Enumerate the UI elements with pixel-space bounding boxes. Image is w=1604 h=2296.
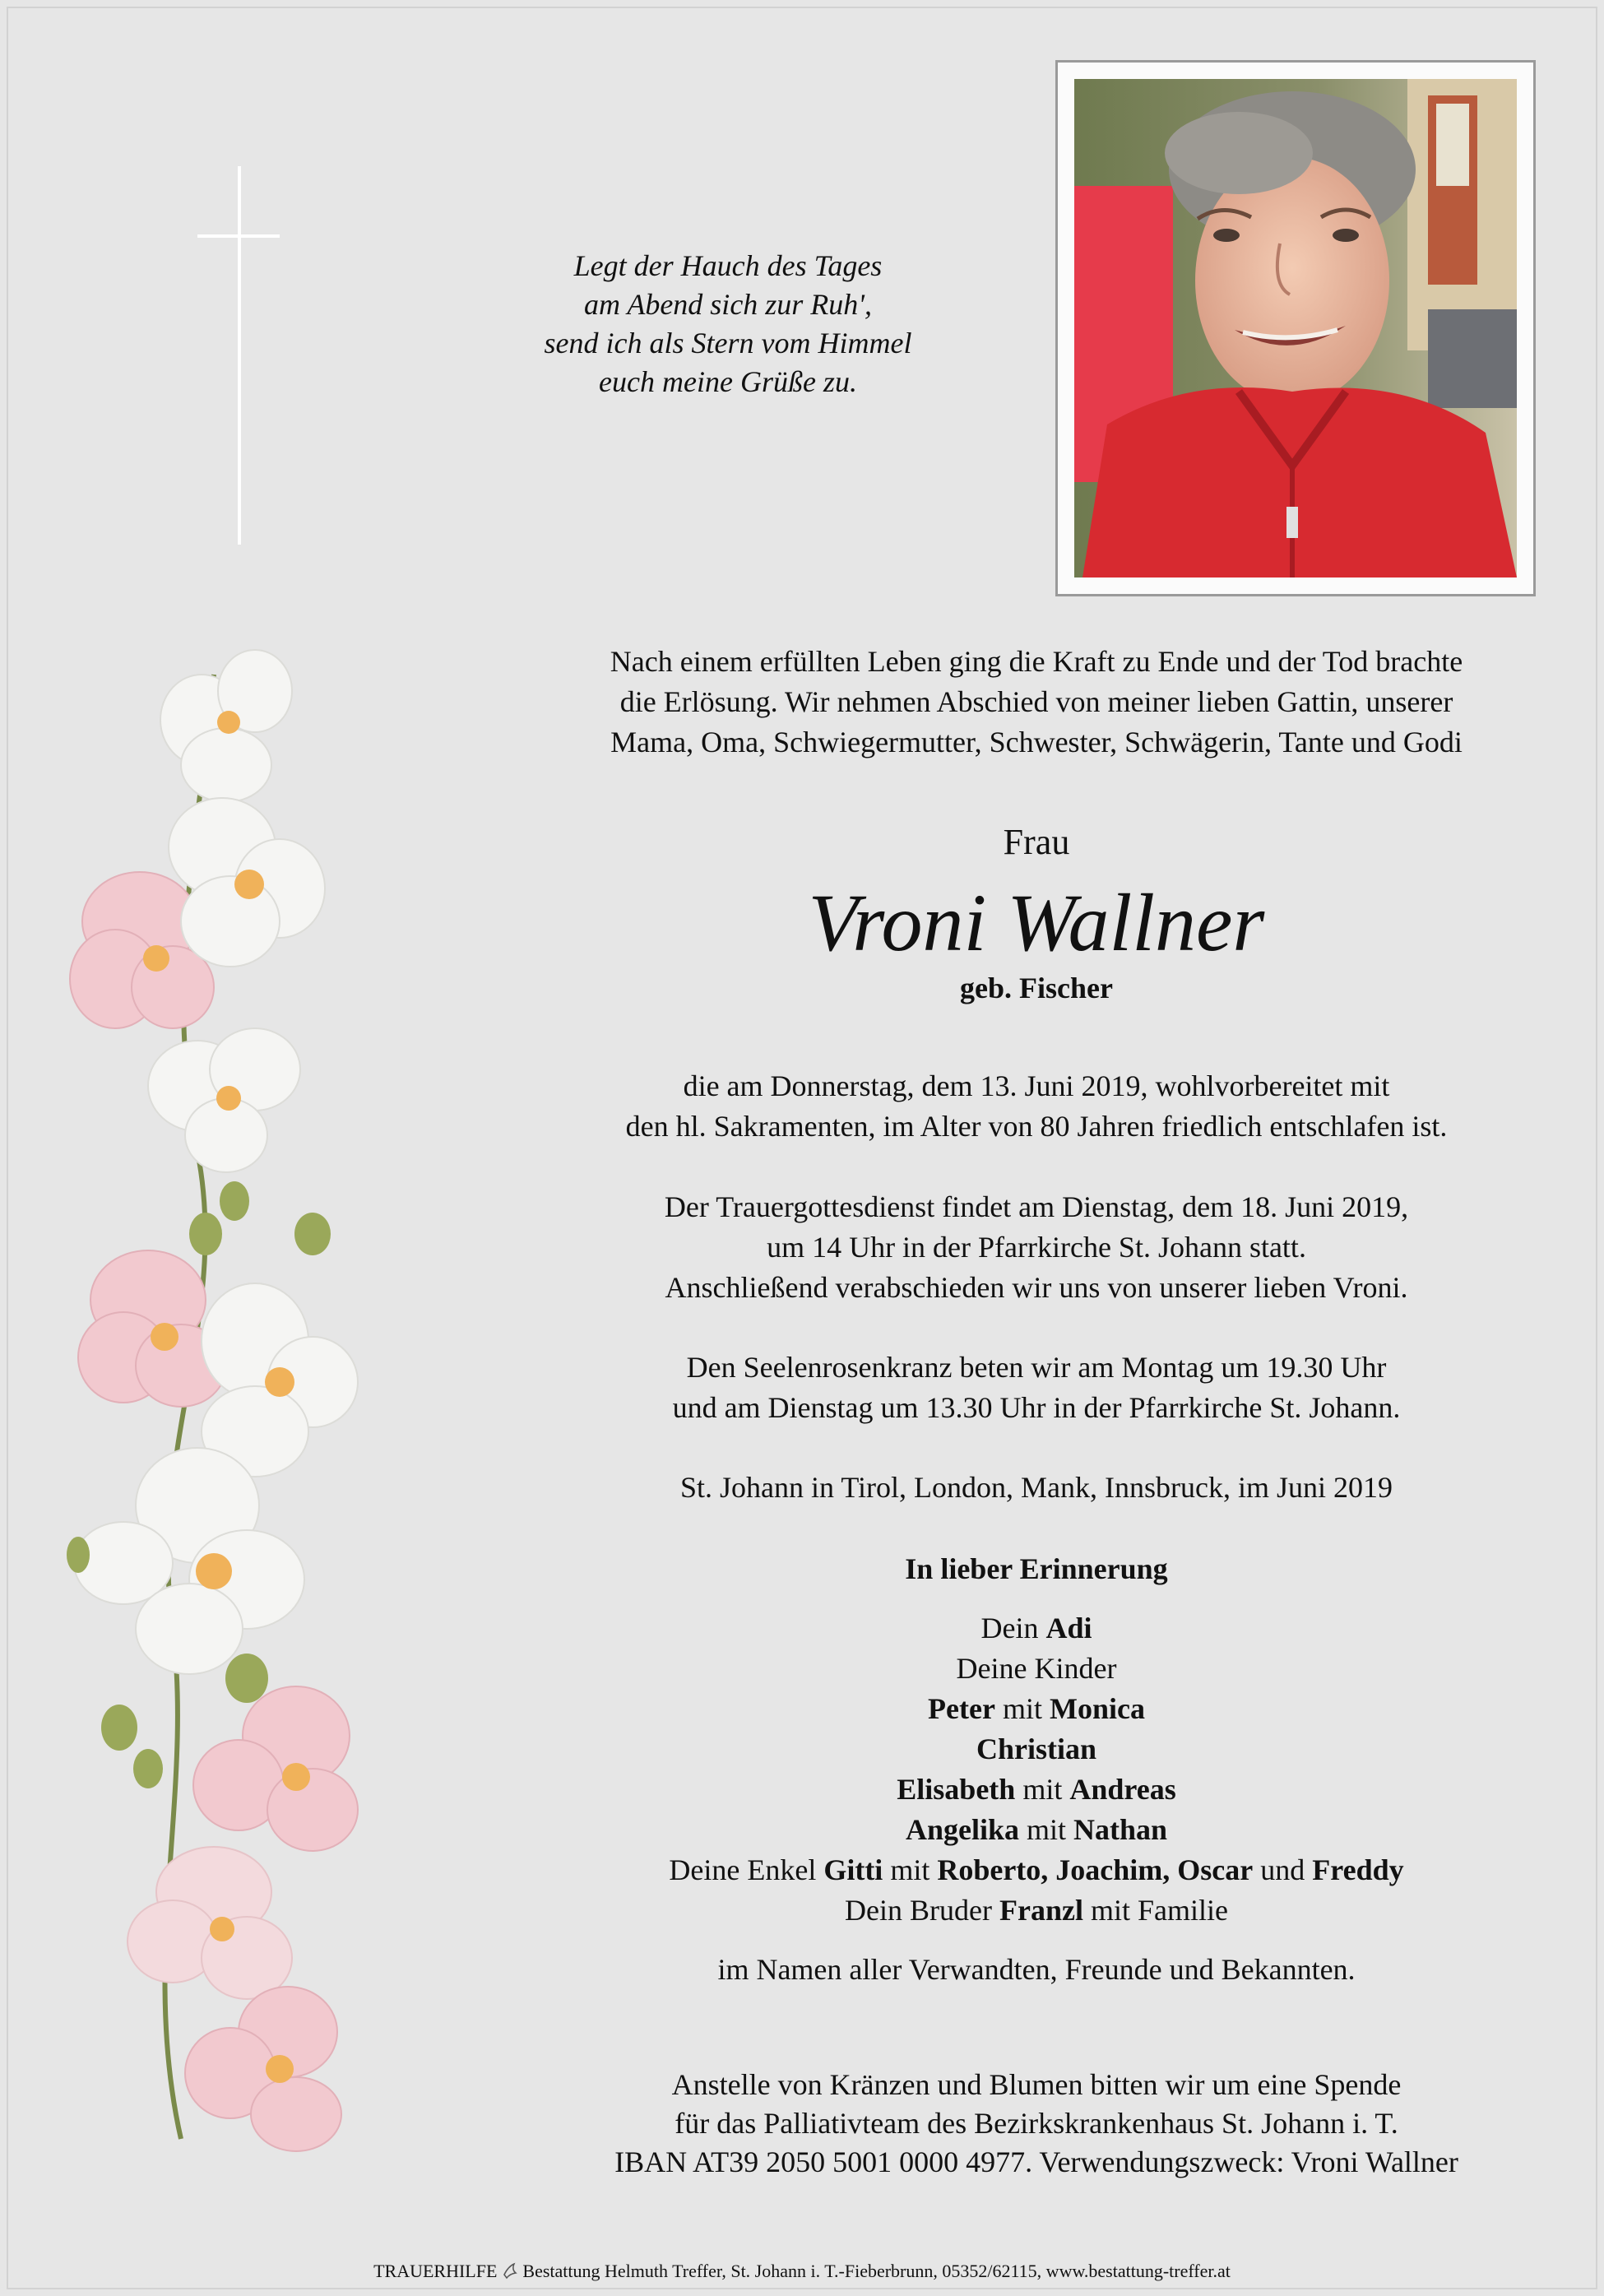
family-line-child: Christian [976,1732,1097,1765]
death-notice [494,1066,1579,1147]
service-line: Anschließend verabschieden wir uns von unserer lieben Vroni. [665,1271,1408,1304]
rosary-line: Den Seelenrosenkranz beten wir am Montag um 19.30 Uhr [686,1351,1387,1384]
family-line-child: Peter mit Monica [928,1692,1145,1725]
donation-notice [494,2066,1579,2182]
death-notice-line: den hl. Sakramenten, im Alter von 80 Jahren friedlich entschlafen ist. [625,1110,1448,1143]
family-line-brother: Dein Bruder Franzl mit Familie [845,1894,1228,1927]
intro-line: die Erlösung. Wir nehmen Abschied von meiner lieben Gattin, unserer [619,685,1453,718]
memory-heading: In lieber Erinnerung [905,1552,1168,1585]
service-line: Der Trauergottesdienst findet am Dienstag, dem 18. Juni 2019, [664,1190,1409,1223]
poem-line: am Abend sich zur Ruh', [583,288,872,321]
intro-line: Mama, Oma, Schwiegermutter, Schwester, Schwägerin, Tante und Godi [610,726,1463,758]
poem-line: euch meine Grüße zu. [599,365,857,398]
intro-line: Nach einem erfüllten Leben ging die Kraft zu Ende und der Tod brachte [610,645,1463,678]
family-line-child: Angelika mit Nathan [905,1813,1168,1846]
place-date [494,1468,1579,1508]
birth-name: geb. Fischer [960,972,1113,1004]
orchid-decoration [49,642,411,2172]
donation-line: IBAN AT39 2050 5001 0000 4977. Verwendungszweck: Vroni Wallner [614,2145,1458,2178]
poem-line: Legt der Hauch des Tages [573,249,883,282]
service-info [494,1187,1579,1308]
deceased-name: Vroni Wallner [808,877,1265,968]
rosary-line: und am Dienstag um 13.30 Uhr in der Pfarrkirche St. Johann. [672,1391,1401,1424]
donation-line: für das Palliativteam des Bezirkskrankenhaus St. Johann i. T. [675,2107,1398,2140]
footer-text: Bestattung Helmuth Treffer, St. Johann i. T.-Fieberbrunn, 05352/62115, www.bestattung-treffer.at [522,2261,1231,2281]
footer [0,2260,1604,2283]
dove-icon [502,2261,518,2280]
family-line-grandchildren: Deine Enkel Gitti mit Roberto, Joachim, Oscar und Freddy [669,1853,1404,1886]
portrait-photo [1074,79,1517,577]
portrait-frame [1055,60,1536,596]
donation-line: Anstelle von Kränzen und Blumen bitten wir um eine Spende [671,2068,1402,2101]
poem [461,247,995,401]
death-notice-line: die am Donnerstag, dem 13. Juni 2019, wohlvorbereitet mit [683,1069,1390,1102]
cross-icon [197,166,280,545]
service-line: um 14 Uhr in der Pfarrkirche St. Johann statt. [767,1231,1306,1264]
family-list [494,1608,1579,1931]
family-line-children-label: Deine Kinder [956,1652,1117,1685]
rosary-info [494,1347,1579,1428]
poem-line: send ich als Stern vom Himmel [544,327,912,359]
family-line-child: Elisabeth mit Andreas [897,1773,1176,1806]
on-behalf-line: im Namen aller Verwandten, Freunde und Bekannten. [717,1953,1356,1986]
salutation: Frau [1003,822,1070,862]
place-date-line: St. Johann in Tirol, London, Mank, Innsbruck, im Juni 2019 [679,1471,1393,1504]
footer-brand: TRAUERHILFE [373,2261,498,2281]
intro-text [494,642,1579,763]
family-line-husband: Dein Adi [980,1612,1092,1644]
